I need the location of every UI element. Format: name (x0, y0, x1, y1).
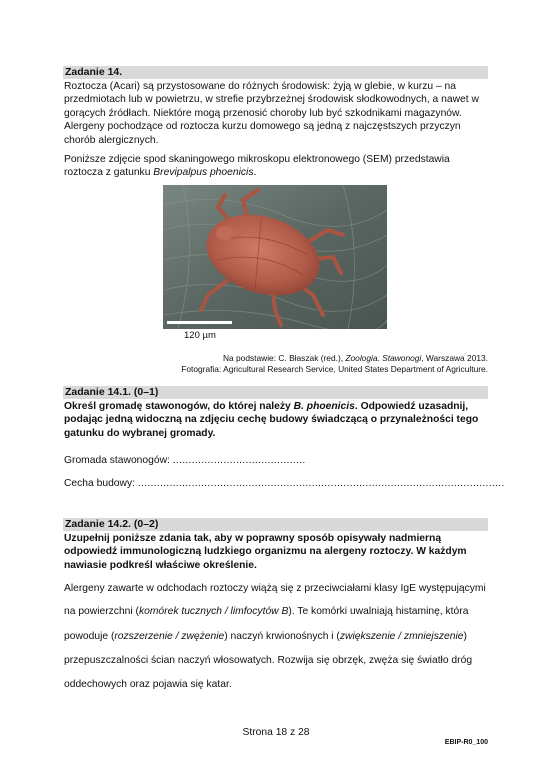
sentence-line-2: na powierzchni (komórek tucznych / limfocytów B). Te komórki uwalniają histaminę, która (64, 606, 469, 617)
exam-code: EBIP-R0_100 (444, 739, 488, 746)
option-vessels[interactable]: rozszerzenie / zwężenie (114, 631, 225, 642)
sentence-line-3: powoduje (rozszerzenie / zwężenie) naczyń krwionośnych i (zwiększenie / zmniejszenie) (64, 631, 467, 642)
scale-bar (167, 321, 232, 324)
option-permeability[interactable]: zwiększenie / zmniejszenie (339, 631, 464, 642)
task-14-2-prompt: Uzupełnij poniższe zdania tak, aby w poprawny sposób opisywały nadmierną odpowiedź immunologiczną ludzkiego organizmu na alergeny roztoczy. W każdym nawiasie podkreśl właściwe określenie. (64, 533, 467, 571)
sentence-line-1: Alergeny zawarte w odchodach roztoczy wiążą się z przeciwciałami klasy IgE występującymi (64, 583, 486, 594)
sem-mite-photo (163, 185, 387, 329)
page-number: Strona 18 z 28 (242, 727, 310, 738)
source-line-1: Na podstawie: C. Błaszak (red.), Zoologia. Stawonogi, Warszawa 2013. (222, 353, 488, 363)
task-14-1-prompt: Określ gromadę stawonogów, do której należy B. phoenicis. Odpowiedź uzasadnij, podając jedną widoczną na zdjęciu cechę budowy świadczącą o przynależności tego gatunku do wybranej gromady. (64, 401, 479, 439)
species-name: Brevipalpus phoenicis (153, 167, 254, 179)
task-14-intro: Roztocza (Acari) są przystosowane do różnych środowisk: żyją w glebie, w kurzu – na przedmiotach lub w powietrzu, w strefie przybrzeżnej środowisk słodkowodnych, a nawet w gorących źródłach. Niektóre mogą przenosić choroby lub być szkodnikami magazynów. Alergeny pochodzące od roztocza kurzu domowego są jedną z najczęstszych przyczyn chorób alergicznych. (64, 81, 479, 146)
scale-label: 120 µm (184, 330, 216, 341)
task-14-2-header: Zadanie 14.2. (0–2) (63, 518, 488, 531)
answer-field-feature[interactable]: Cecha budowy: .................................................................................................................... (64, 478, 505, 489)
option-cells[interactable]: komórek tucznych / limfocytów B (138, 606, 289, 617)
task-14-header: Zadanie 14. (63, 66, 488, 79)
mite-illustration (163, 185, 387, 329)
answer-field-group[interactable]: Gromada stawonogów: .......................................... (64, 455, 306, 466)
task-14-photo-intro: Poniższe zdjęcie spod skaningowego mikroskopu elektronowego (SEM) przedstawia roztocza z gatunku Brevipalpus phoenicis. (64, 154, 450, 179)
sentence-line-5: oddechowych oraz pojawia się katar. (64, 679, 232, 690)
sentence-line-4: przepuszczalności ścian naczyń włosowatych. Rozwija się obrzęk, zwęża się światło dróg (64, 655, 473, 666)
task-14-1-header: Zadanie 14.1. (0–1) (63, 386, 488, 399)
source-line-2: Fotografia: Agricultural Research Service, United States Department of Agriculture. (181, 364, 488, 374)
